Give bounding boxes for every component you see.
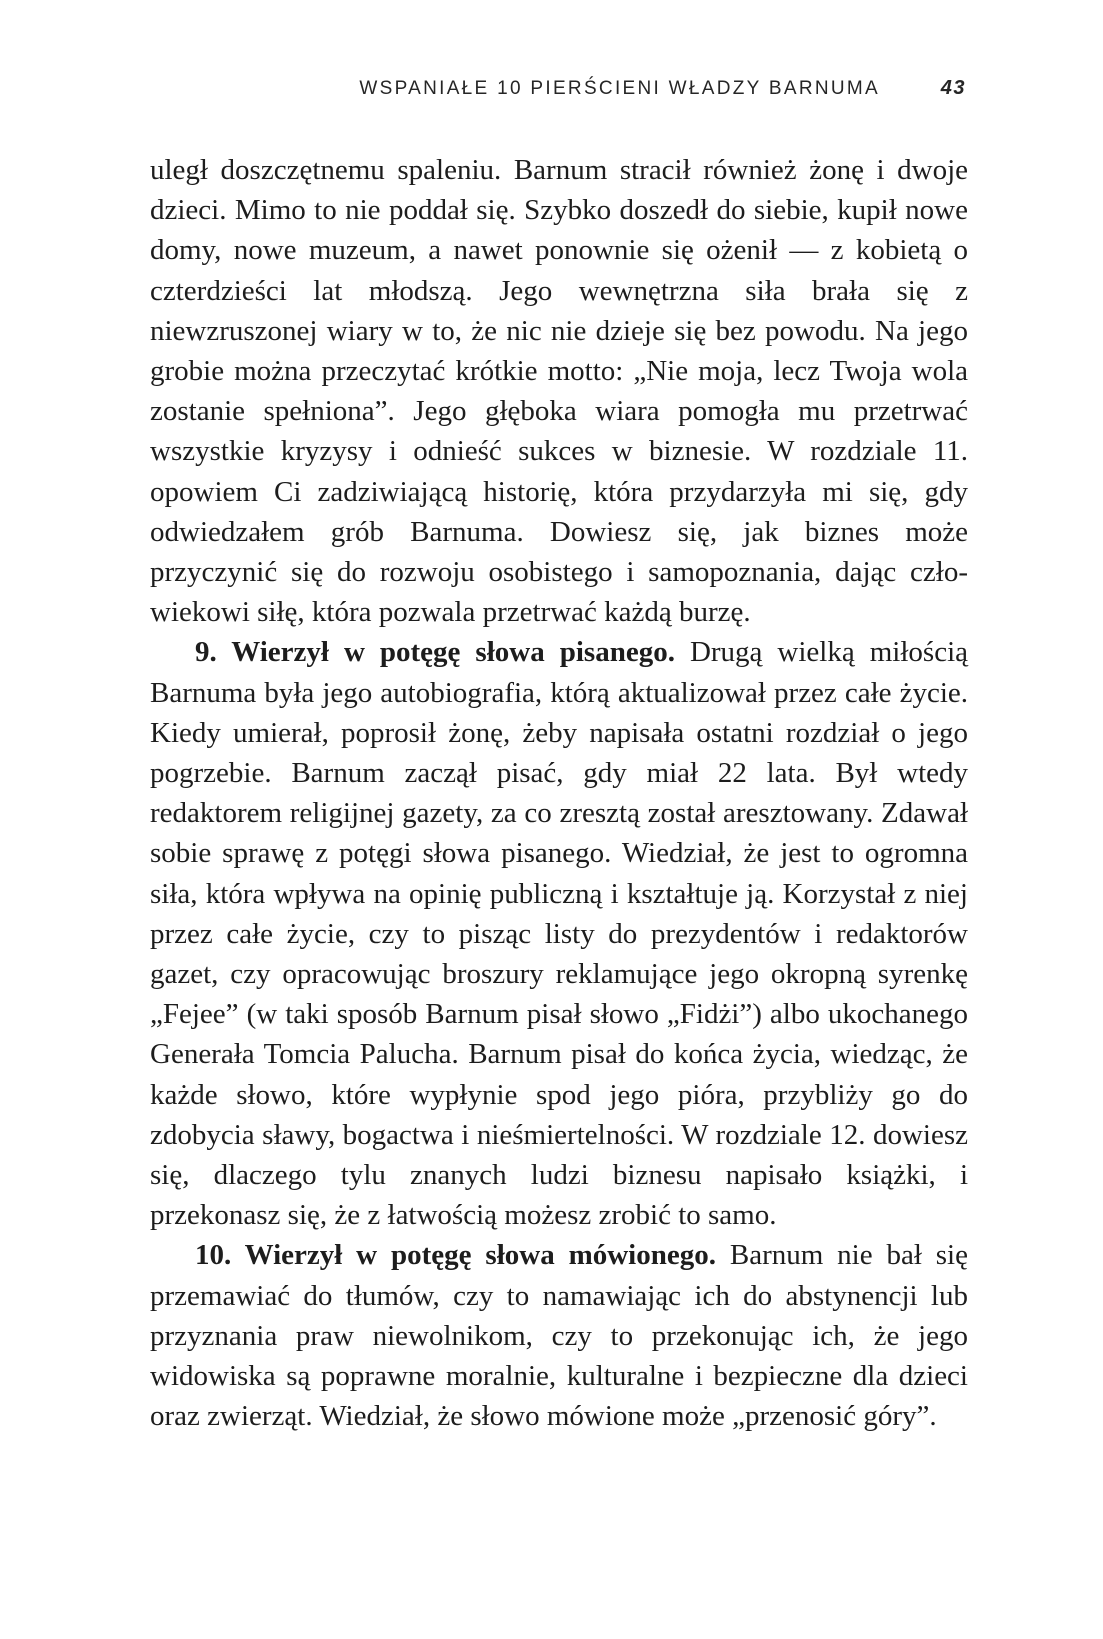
- running-title: WSPANIAŁE 10 PIERŚCIENI WŁADZY BARNUMA: [359, 78, 880, 99]
- point-9-heading: 9. Wierzył w potęgę słowa pisanego.: [195, 636, 675, 669]
- running-head: [150, 78, 968, 104]
- body-text: [150, 150, 968, 1437]
- paragraph-point-10: [150, 1235, 968, 1436]
- point-9-text: Drugą wielką miłością Barnuma była jego autobiografia, którą aktualizował przez całe życie. Kiedy umierał, poprosił żonę, żeby napisała ostatni rozdział o jego pogrzebie. Barnum zaczął pisać, gdy miał 22 lata. Był wtedy redaktorem religijnej gazety, za co zresztą został aresztowany. Zdawał sobie sprawę z potęgi słowa pisanego. Wiedział, że jest to ogromna siła, która wpływa na opinię publiczną i kształtuje ją. Korzystał z niej przez całe życie, czy to pisząc listy do prezydentów i redaktorów gazet, czy opracowując broszury reklamujące jego okropną syrenkę „Fejee” (w taki sposób Barnum pisał słowo „Fidżi”) albo ukochanego Generała Tomcia Palucha. Barnum pisał do końca życia, wiedząc, że każde słowo, które wypłynie spod jego pióra, przybliży go do zdobycia sławy, bogactwa i nieśmiertelności. W rozdziale 12. dowiesz się, dlaczego tylu znanych ludzi biznesu napisało książki, i przekonasz się, że z łatwością możesz zrobić to samo.: [150, 636, 968, 1232]
- paragraph-point-9: [150, 632, 968, 1235]
- point-10-heading: 10. Wierzył w potęgę słowa mówionego.: [195, 1239, 716, 1272]
- page-number: 43: [940, 77, 966, 99]
- point-10-text: Barnum nie bał się przemawiać do tłumów, czy to namawiając ich do abstynencji lub przyznania praw niewolnikom, czy to przekonując ich, że jego widowiska są poprawne moralnie, kulturalne i bezpieczne dla dzieci oraz zwierząt. Wiedział, że słowo mówione może „przenosić góry”.: [150, 1239, 968, 1433]
- paragraph-continuation: uległ doszczętnemu spaleniu. Barnum stracił również żonę i dwoje dzieci. Mimo to nie poddał się. Szybko doszedł do siebie, kupił nowe domy, nowe muzeum, a nawet ponownie się ożenił — z kobietą o czterdzieści lat młodszą. Jego wewnętrzna siła brała się z niewzruszonej wiary w to, że nic nie dzieje się bez powodu. Na jego grobie można przeczytać krótkie motto: „Nie moja, lecz Twoja wola zostanie spełniona”. Jego głęboka wiara pomogła mu przetrwać wszystkie kryzysy i odnieść sukces w biznesie. W rozdziale 11. opowiem Ci zadziwiającą historię, która przydarzyła mi się, gdy odwiedzałem grób Barnuma. Dowiesz się, jak biznes może przyczynić się do rozwoju osobistego i samopoznania, dając człowiekowi siłę, która pozwala przetrwać każdą burzę.: [150, 154, 968, 629]
